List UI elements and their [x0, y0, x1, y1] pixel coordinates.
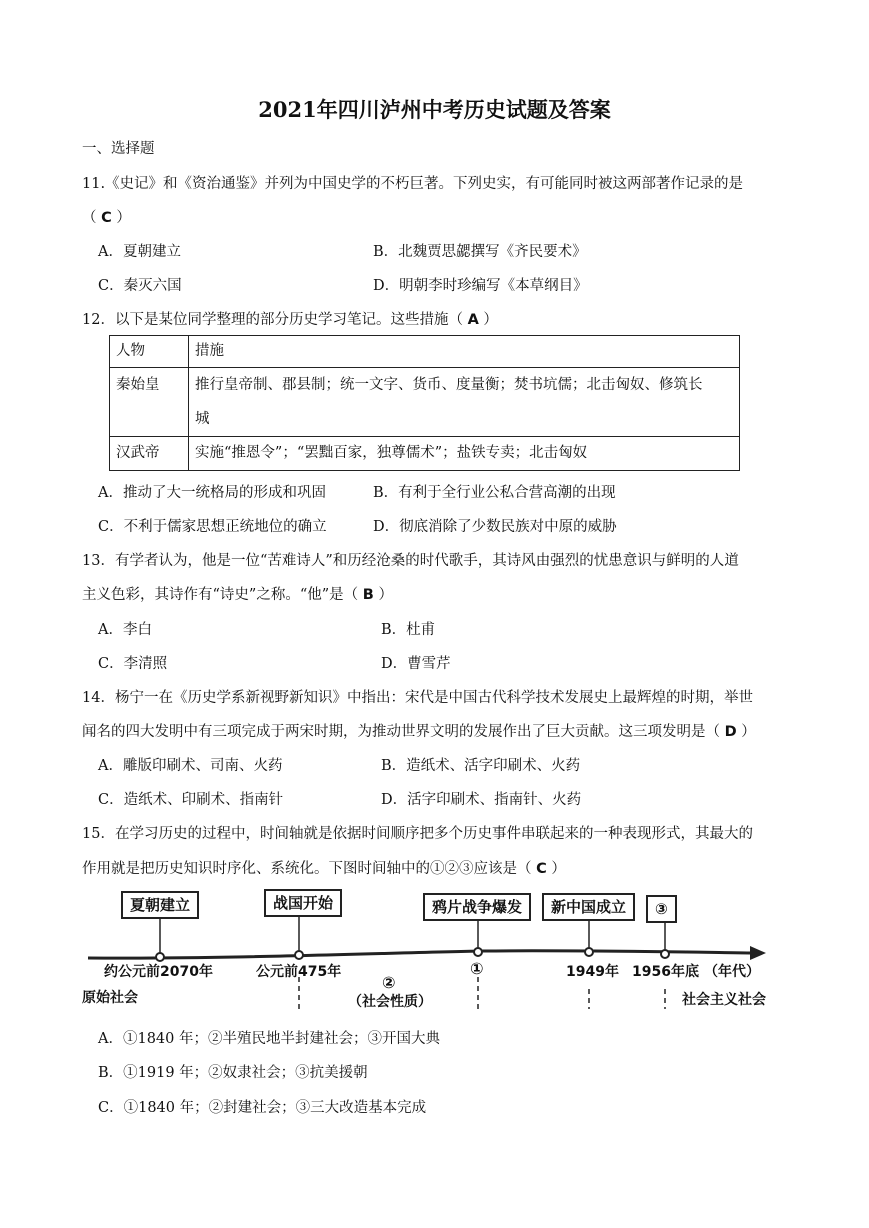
q12-option-b: B．有利于全行业公私合营高潮的出现 [373, 485, 616, 501]
q11-option-d: D．明朝李时珍编写《本草纲目》 [373, 278, 588, 294]
q11-stem-line2: （ C ） [82, 210, 131, 226]
q13-answer: B [362, 587, 374, 603]
q12-stem: 12．以下是某位同学整理的部分历史学习笔记。这些措施（ A ） [82, 312, 498, 328]
q13-stem-line1: 13．有学者认为，他是一位“苦难诗人”和历经沧桑的时代歌手，其诗风由强烈的忧患意识与鲜明的人道 [82, 553, 739, 569]
timeline-event-box: 新中国成立 [542, 893, 635, 921]
timeline-date-label: 公元前475年 [256, 964, 342, 980]
q13-option-d: D．曹雪芹 [381, 656, 451, 672]
table-header-row [110, 336, 740, 368]
q15-option-a: A．①1840 年；②半殖民地半封建社会；③开国大典 [98, 1031, 440, 1047]
timeline-middle-mark: ② [382, 973, 396, 992]
q14-option-c: C．造纸术、印刷术、指南针 [98, 792, 284, 808]
table-cell-measures: 实施“推恩令”；“罢黜百家，独尊儒术”；盐铁专卖；北击匈奴 [189, 437, 740, 471]
timeline-event-box: 鸦片战争爆发 [423, 893, 531, 921]
table-row [110, 368, 740, 437]
q12-answer: A [467, 312, 479, 328]
q11-option-c: C．秦灭六国 [98, 278, 182, 294]
q11-option-b: B．北魏贾思勰撰写《齐民要术》 [373, 244, 587, 260]
q12-option-c: C．不利于儒家思想正统地位的确立 [98, 519, 327, 535]
timeline-date-label-blank: ① [470, 959, 484, 978]
q15-answer: C [536, 861, 547, 877]
q14-answer: D [724, 724, 737, 740]
timeline-date-label: 1956年底 [632, 964, 699, 980]
q14-option-b: B．造纸术、活字印刷术、火药 [381, 758, 581, 774]
q15-stem-line1: 15．在学习历史的过程中，时间轴就是依据时间顺序把多个历史事件串联起来的一种表现形式，其最大的 [82, 826, 753, 842]
q13-option-c: C．李清照 [98, 656, 168, 672]
table-row [110, 437, 740, 471]
timeline-left-society: 原始社会 [82, 990, 138, 1006]
timeline-date-label: 1949年 [566, 964, 619, 980]
timeline-figure [82, 885, 782, 1015]
q14-stem-line1: 14．杨宁一在《历史学系新视野新知识》中指出：宋代是中国古代科学技术发展史上最辉煌的时期，举世 [82, 690, 753, 706]
q14-option-a: A．雕版印刷术、司南、火药 [98, 758, 283, 774]
table-header-person: 人物 [110, 336, 189, 368]
q14-option-d: D．活字印刷术、指南针、火药 [381, 792, 582, 808]
timeline-event-box-blank: ③ [646, 895, 677, 923]
q12-table [109, 335, 740, 471]
timeline-right-society: 社会主义社会 [682, 992, 766, 1008]
table-cell-person: 汉武帝 [110, 437, 189, 471]
timeline-event-box: 战国开始 [264, 889, 342, 917]
q15-option-c: C．①1840 年；②封建社会；③三大改造基本完成 [98, 1100, 427, 1116]
q13-option-a: A．李白 [98, 622, 152, 638]
q15-option-b: B．①1919 年；②奴隶社会；③抗美援朝 [98, 1065, 368, 1081]
q11-stem-line1: 11.《史记》和《资治通鉴》并列为中国史学的不朽巨著。下列史实，有可能同时被这两部著作记录的是 [82, 176, 744, 192]
q12-option-a: A．推动了大一统格局的形成和巩固 [98, 485, 326, 501]
timeline-event-box: 夏朝建立 [121, 891, 199, 919]
timeline-middle-note: （社会性质） [348, 994, 432, 1010]
q15-stem-line2: 作用就是把历史知识时序化、系统化。下图时间轴中的①②③应该是（ C ） [82, 861, 566, 877]
q14-stem-line2: 闻名的四大发明中有三项完成于两宋时期，为推动世界文明的发展作出了巨大贡献。这三项发明是（ D ） [82, 724, 756, 740]
timeline-unit-label: （年代） [704, 964, 760, 980]
table-cell-measures: 推行皇帝制、郡县制；统一文字、货币、度量衡；焚书坑儒；北击匈奴、修筑长 城 [189, 368, 740, 437]
q13-stem-line2: 主义色彩，其诗作有“诗史”之称。“他”是（ B ） [82, 587, 393, 603]
table-cell-person: 秦始皇 [110, 368, 189, 437]
timeline-date-label: 约公元前2070年 [104, 964, 213, 980]
q13-option-b: B．杜甫 [381, 622, 436, 638]
section-heading: 一、选择题 [82, 141, 155, 157]
table-header-measures: 措施 [189, 336, 740, 368]
q11-option-a: A．夏朝建立 [98, 244, 181, 260]
q11-answer: C [101, 210, 112, 226]
page-title: 2021年四川泸州中考历史试题及答案 [258, 97, 611, 122]
q12-option-d: D．彻底消除了少数民族对中原的威胁 [373, 519, 617, 535]
